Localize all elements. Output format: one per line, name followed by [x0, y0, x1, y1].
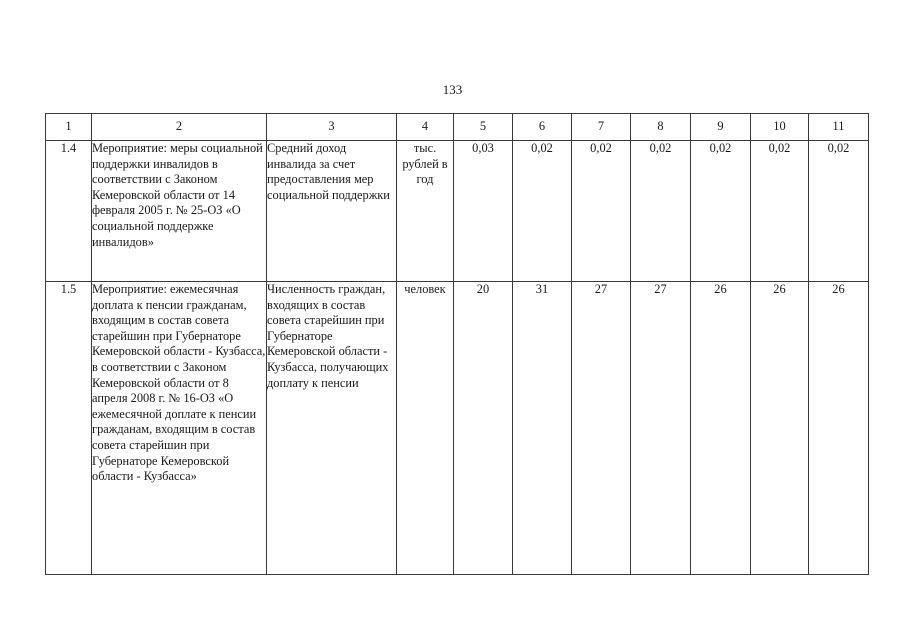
- value-cell: 0,03: [454, 141, 513, 282]
- column-header: 10: [751, 114, 809, 141]
- column-header: 4: [397, 114, 454, 141]
- value-cell: 26: [751, 282, 809, 575]
- unit-cell: человек: [397, 282, 454, 575]
- indicators-table: [45, 113, 869, 575]
- row-number-cell: 1.4: [46, 141, 92, 282]
- unit-cell: тыс. рублей в год: [397, 141, 454, 282]
- column-header: 2: [92, 114, 267, 141]
- table-row: [46, 141, 869, 282]
- page-number: 133: [442, 82, 463, 97]
- column-header: 5: [454, 114, 513, 141]
- value-cell: 20: [454, 282, 513, 575]
- table-row: [46, 282, 869, 575]
- value-cell: 0,02: [631, 141, 691, 282]
- value-cell: 0,02: [572, 141, 631, 282]
- value-cell: 27: [631, 282, 691, 575]
- column-header: 11: [809, 114, 869, 141]
- value-cell: 0,02: [751, 141, 809, 282]
- event-cell: Мероприятие: ежемесячная доплата к пенсии гражданам, входящим в состав совета старейшин при Губернаторе Кемеровской области - Кузбасса, в соответствии с Законом Кемеровской области от 8 апреля 2008 г. № 16-ОЗ «О ежемесячной доплате к пенсии гражданам, входящим в состав совета старейшин при Губернаторе Кемеровской области - Кузбасса»: [92, 282, 267, 575]
- indicator-cell: Средний доход инвалида за счет предоставления мер социальной поддержки: [267, 141, 397, 282]
- value-cell: 26: [691, 282, 751, 575]
- column-header: 8: [631, 114, 691, 141]
- column-header: 1: [46, 114, 92, 141]
- value-cell: 0,02: [513, 141, 572, 282]
- value-cell: 27: [572, 282, 631, 575]
- event-cell: Мероприятие: меры социальной поддержки инвалидов в соответствии с Законом Кемеровской области от 14 февраля 2005 г. № 25-ОЗ «О социальной поддержке инвалидов»: [92, 141, 267, 282]
- table-header-row: [46, 114, 869, 141]
- value-cell: 31: [513, 282, 572, 575]
- column-header: 9: [691, 114, 751, 141]
- value-cell: 0,02: [809, 141, 869, 282]
- value-cell: 26: [809, 282, 869, 575]
- value-cell: 0,02: [691, 141, 751, 282]
- column-header: 7: [572, 114, 631, 141]
- indicator-cell: Численность граждан, входящих в состав совета старейшин при Губернаторе Кемеровской области - Кузбасса, получающих доплату к пенсии: [267, 282, 397, 575]
- row-number-cell: 1.5: [46, 282, 92, 575]
- column-header: 6: [513, 114, 572, 141]
- column-header: 3: [267, 114, 397, 141]
